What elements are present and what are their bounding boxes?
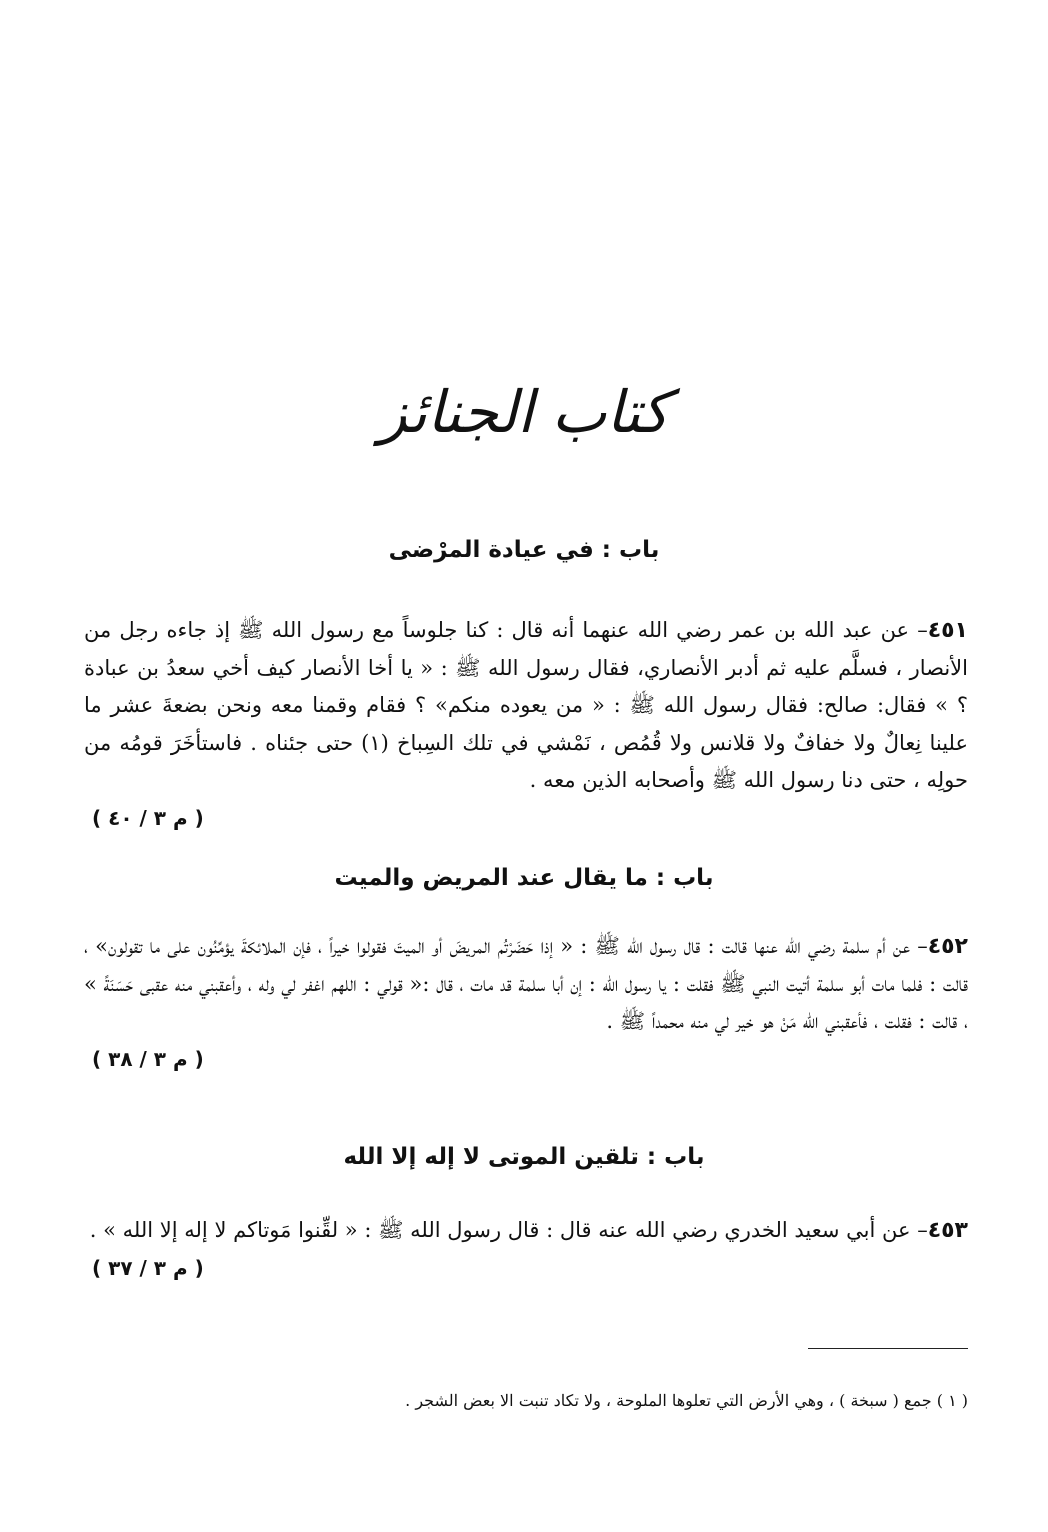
hadith-text: – عن أم سلمة رضي الله عنها قالت : قال رسول الله ﷺ : « إذا حَضَرْتُم المريضَ أو الميتَ فقولوا خيراً ، فإن الملائكةَ يؤمِّنُون على ما تقولون» ، قالت : فلما مات أبو سلمة أتيت النبي ﷺ فقلت : يا رسول الله : إن أبا سلمة قد مات ، قال :« قولي : اللهم اغفر لي وله ، وأعقبني منه عقبى حَسَنَةً » ، قالت : فقلت ، فأعقبني الله مَنْ هو خير لي منه محمداً ﷺ . <box>84 934 968 1033</box>
hadith-reference-line <box>84 800 968 838</box>
hadith-reference: ( م ٣ / ٣٨ ) <box>92 1046 204 1071</box>
book-title: كتاب الجنائز <box>378 378 670 446</box>
hadith-451 <box>84 612 968 837</box>
chapter-heading-sick-and-dead: باب : ما يقال عند المريض والميت <box>334 865 714 891</box>
hadith-number: ٤٥١ <box>927 618 968 643</box>
hadith-452 <box>84 928 968 1078</box>
hadith-number: ٤٥٢ <box>927 934 968 959</box>
hadith-reference: ( م ٣ / ٤٠ ) <box>92 805 204 830</box>
hadith-text: – عن أبي سعيد الخدري رضي الله عنه قال : قال رسول الله ﷺ : « لقِّنوا مَوتاكم لا إله إلا الله » . <box>89 1218 928 1242</box>
hadith-453 <box>84 1212 968 1287</box>
footnote-divider <box>808 1348 968 1349</box>
hadith-reference: ( م ٣ / ٣٧ ) <box>92 1255 204 1280</box>
footnote: ( ١ ) جمع ( سبخة ) ، وهي الأرض التي تعلوها الملوحة ، ولا تكاد تنبت الا بعض الشجر . <box>405 1391 968 1410</box>
hadith-reference-line <box>84 1250 968 1288</box>
hadith-text: – عن عبد الله بن عمر رضي الله عنهما أنه قال : كنا جلوساً مع رسول الله ﷺ إذ جاءه رجل من الأنصار ، فسلَّم عليه ثم أدبر الأنصاري، فقال رسول الله ﷺ : « يا أخا الأنصار كيف أخي سعدُ بن عبادة ؟ » فقال: صالح: فقال رسول الله ﷺ : « من يعوده منكم» ؟ فقام وقمنا معه ونحن بضعةَ عشر ما علينا نِعالٌ ولا خفافٌ ولا قلانس ولا قُمُص ، نَمْشي في تلك السِباخ (١) حتى جئناه . فاستأخَرَ قومُه من حولِه ، حتى دنا رسول الله ﷺ وأصحابه الذين معه . <box>84 618 969 792</box>
hadith-reference-line <box>84 1041 968 1079</box>
chapter-heading-visiting-sick: باب : في عيادة المرْضى <box>388 537 660 563</box>
chapter-heading-talqin: باب : تلقين الموتى لا إله إلا الله <box>343 1144 705 1170</box>
hadith-number: ٤٥٣ <box>927 1218 968 1243</box>
